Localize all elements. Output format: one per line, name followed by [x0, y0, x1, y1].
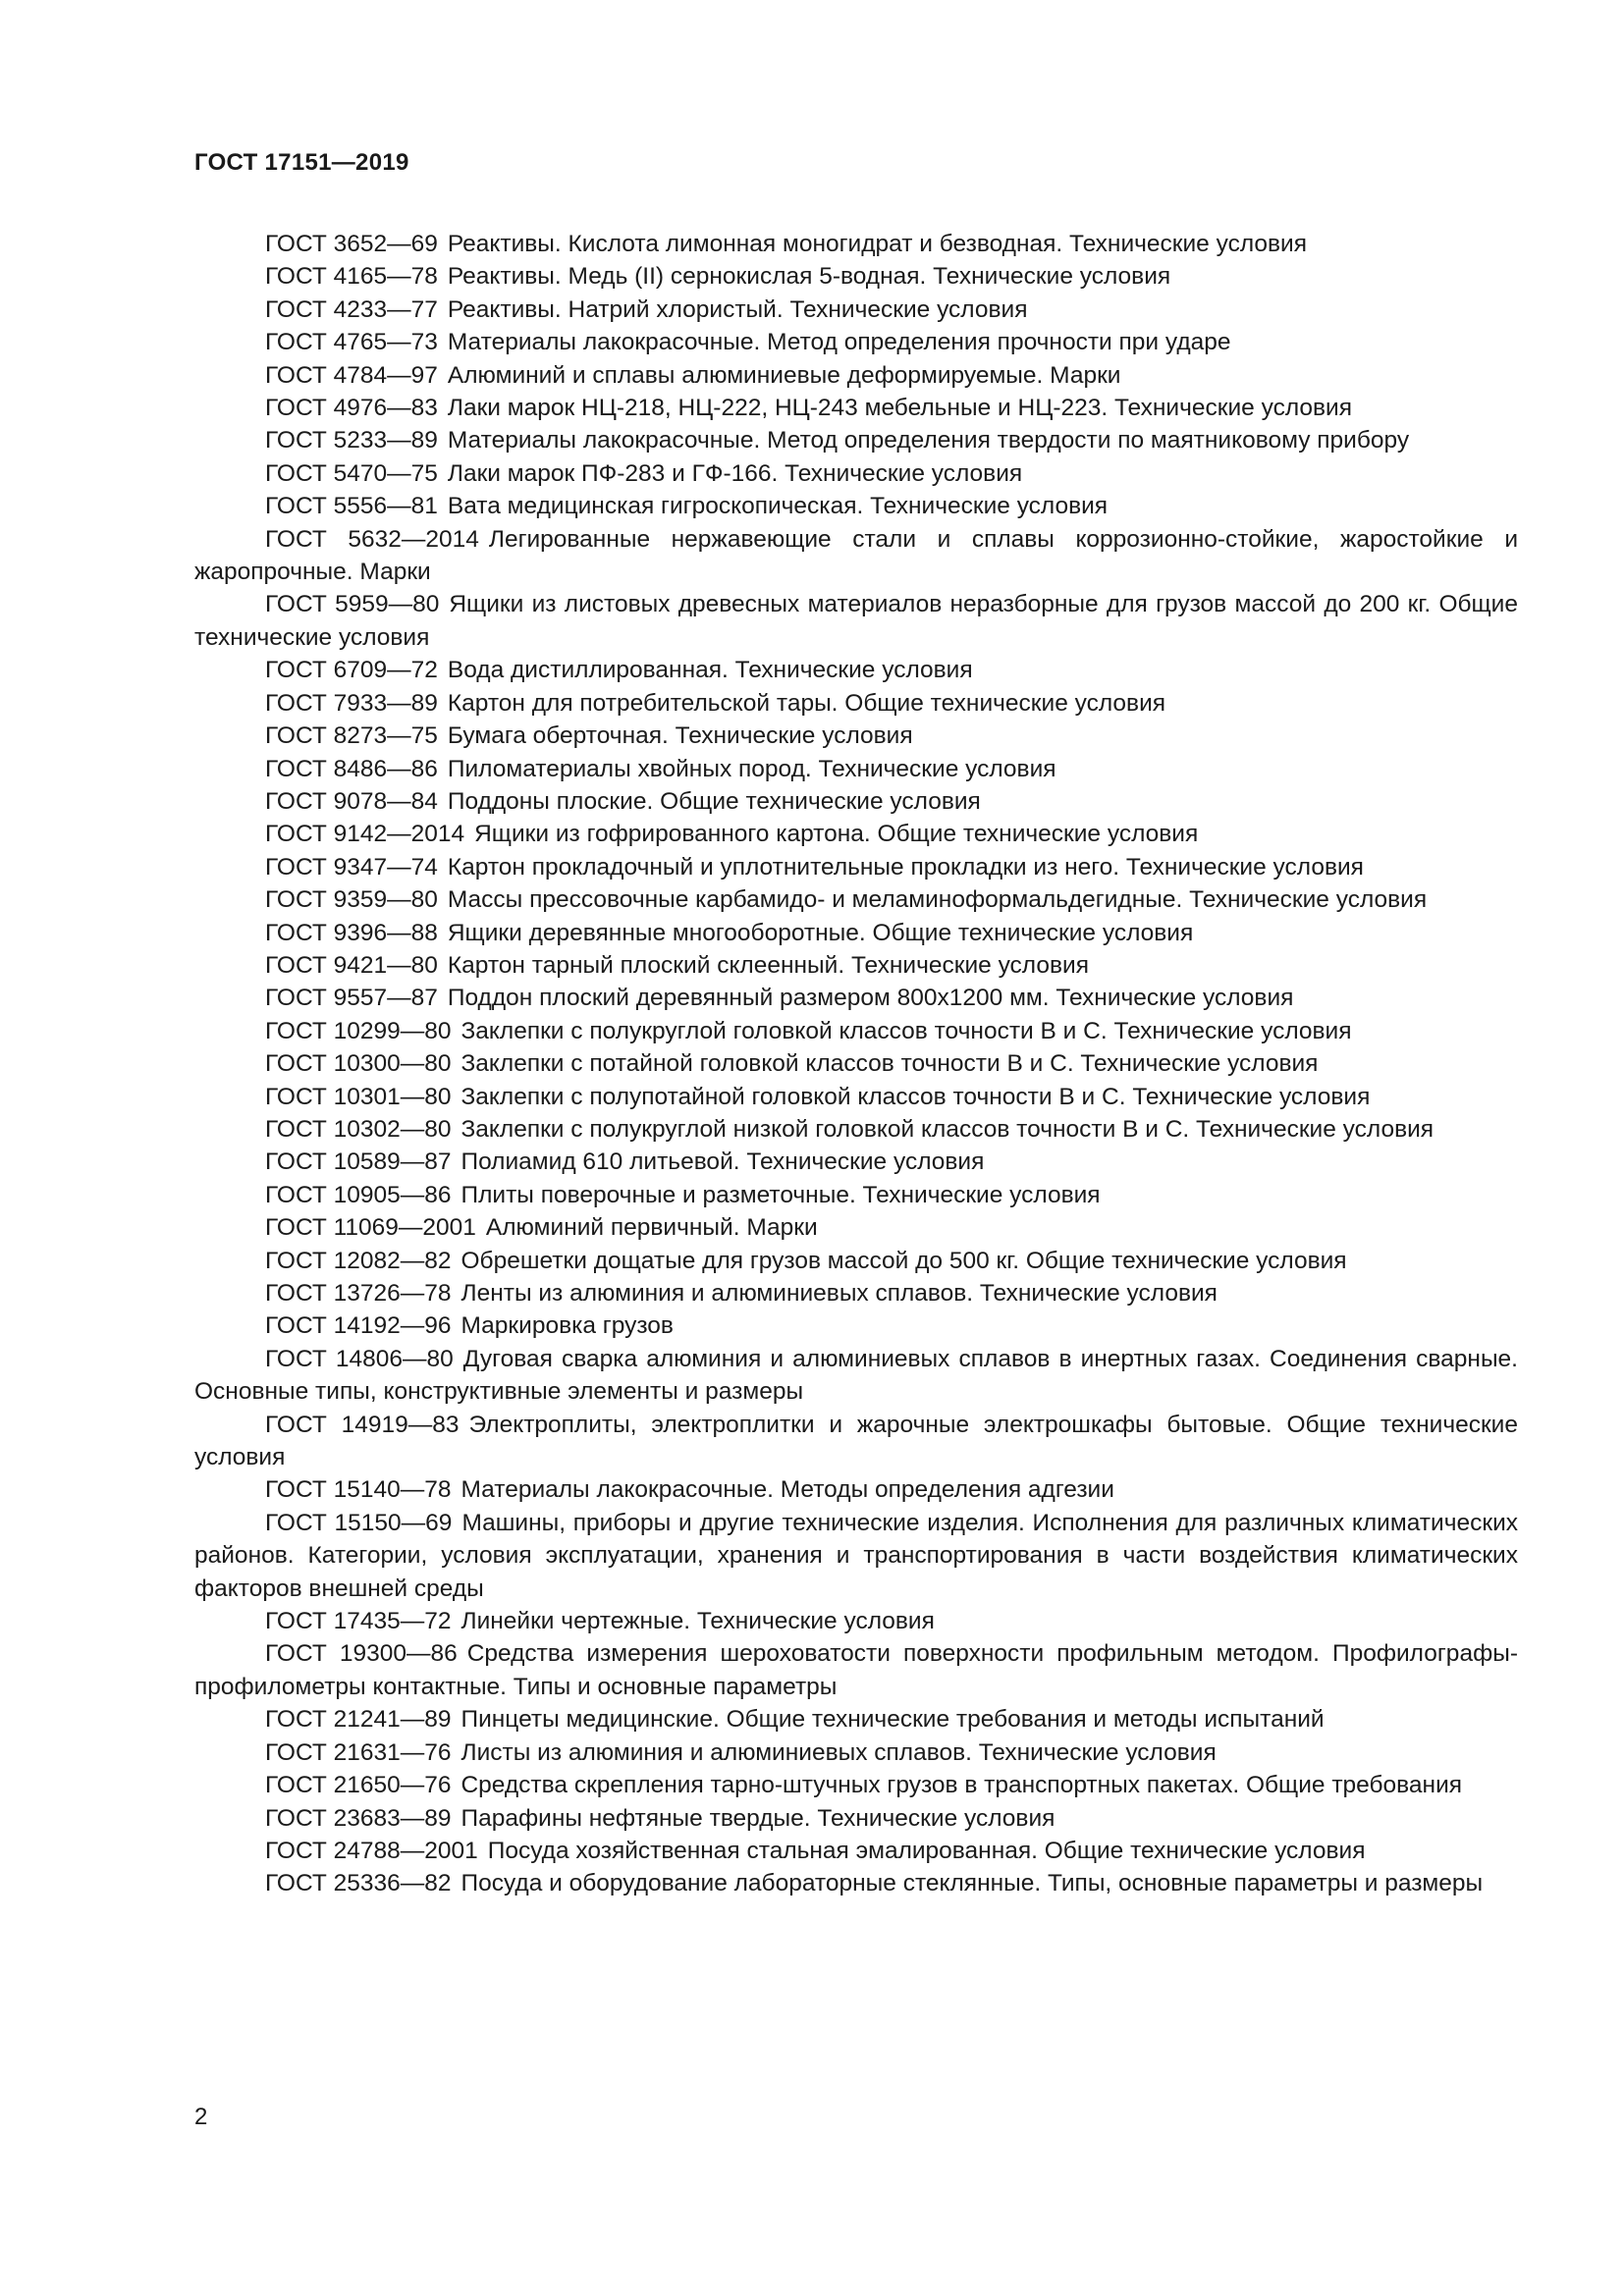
reference-item — [194, 753, 1518, 785]
reference-title: Ящики из гофрированного картона. Общие технические условия — [474, 821, 1199, 848]
reference-code: ГОСТ 14919—83 — [265, 1411, 460, 1438]
reference-code: ГОСТ 3652—69 — [265, 231, 438, 257]
reference-item — [194, 949, 1518, 982]
reference-code: ГОСТ 19300—86 — [265, 1640, 458, 1668]
reference-title: Посуда и оборудование лабораторные стеклянные. Типы, основные параметры и размеры — [460, 1870, 1484, 1897]
reference-title: Листы из алюминия и алюминиевых сплавов. Технические условия — [460, 1738, 1217, 1766]
reference-item — [194, 1637, 1518, 1703]
reference-item — [194, 1736, 1518, 1769]
reference-title: Поддоны плоские. Общие технические условия — [447, 787, 981, 815]
reference-code: ГОСТ 21241—89 — [265, 1706, 452, 1734]
reference-code: ГОСТ 4165—78 — [265, 263, 438, 291]
reference-code: ГОСТ 12082—82 — [265, 1247, 452, 1274]
reference-title: Ленты из алюминия и алюминиевых сплавов. Технические условия — [460, 1280, 1218, 1307]
reference-code: ГОСТ 4233—77 — [265, 295, 438, 323]
reference-code: ГОСТ 4784—97 — [265, 361, 438, 389]
page-number: 2 — [194, 2104, 208, 2130]
reference-title: Вата медицинская гигроскопическая. Технические условия — [447, 493, 1109, 520]
reference-item — [194, 392, 1518, 424]
reference-code: ГОСТ 9557—87 — [265, 985, 438, 1012]
reference-code: ГОСТ 4765—73 — [265, 329, 438, 356]
reference-code: ГОСТ 7933—89 — [265, 689, 438, 717]
reference-title: Полиамид 610 литьевой. Технические условия — [460, 1148, 985, 1176]
reference-item — [194, 720, 1518, 752]
reference-title: Ящики из листовых древесных материалов неразборные для грузов массой до 200 кг. Общие технические условия — [194, 591, 1518, 651]
reference-code: ГОСТ 23683—89 — [265, 1804, 452, 1832]
reference-code: ГОСТ 21650—76 — [265, 1772, 452, 1799]
reference-title: Пинцеты медицинские. Общие технические требования и методы испытаний — [460, 1706, 1325, 1734]
reference-item — [194, 687, 1518, 720]
reference-title: Лаки марок ПФ-283 и ГФ-166. Технические условия — [447, 459, 1023, 487]
reference-code: ГОСТ 24788—2001 — [265, 1837, 478, 1864]
reference-item — [194, 1015, 1518, 1047]
reference-title: Бумага оберточная. Технические условия — [447, 722, 913, 750]
reference-code: ГОСТ 17435—72 — [265, 1608, 452, 1635]
reference-item — [194, 1343, 1518, 1409]
reference-item — [194, 523, 1518, 589]
reference-item — [194, 654, 1518, 686]
reference-title: Пиломатериалы хвойных пород. Технические условия — [447, 755, 1056, 782]
reference-code: ГОСТ 6709—72 — [265, 657, 438, 684]
reference-title: Лаки марок НЦ-218, НЦ-222, НЦ-243 мебельные и НЦ-223. Технические условия — [447, 395, 1352, 422]
reference-item — [194, 1146, 1518, 1178]
reference-code: ГОСТ 5632—2014 — [265, 525, 479, 553]
reference-item — [194, 588, 1518, 654]
reference-title: Линейки чертежные. Технические условия — [460, 1608, 935, 1635]
reference-item — [194, 1211, 1518, 1244]
reference-title: Заклепки с полукруглой головкой классов точности В и С. Технические условия — [460, 1017, 1352, 1044]
reference-item — [194, 1245, 1518, 1277]
reference-code: ГОСТ 10300—80 — [265, 1050, 452, 1078]
reference-code: ГОСТ 8486—86 — [265, 755, 438, 782]
reference-code: ГОСТ 10589—87 — [265, 1148, 452, 1176]
reference-item — [194, 228, 1518, 260]
reference-title: Материалы лакокрасочные. Методы определения адгезии — [460, 1476, 1114, 1504]
reference-item — [194, 1409, 1518, 1474]
reference-item — [194, 1769, 1518, 1801]
reference-title: Реактивы. Кислота лимонная моногидрат и безводная. Технические условия — [447, 231, 1307, 257]
reference-item — [194, 851, 1518, 883]
reference-code: ГОСТ 9396—88 — [265, 919, 438, 946]
reference-item — [194, 1113, 1518, 1146]
reference-code: ГОСТ 14806—80 — [265, 1345, 454, 1372]
reference-code: ГОСТ 11069—2001 — [265, 1214, 476, 1242]
reference-title: Машины, приборы и другие технические изделия. Исполнения для различных климатических районов. Категории, условия эксплуатации, хранения и транспортирования в части воздействия климатических факторов внешней среды — [194, 1509, 1518, 1602]
reference-code: ГОСТ 15150—69 — [265, 1509, 453, 1536]
reference-code: ГОСТ 5470—75 — [265, 459, 438, 487]
reference-code: ГОСТ 9142—2014 — [265, 821, 465, 848]
reference-title: Легированные нержавеющие стали и сплавы коррозионно-стойкие, жаростойкие и жаропрочные. Марки — [194, 525, 1518, 586]
reference-code: ГОСТ 10299—80 — [265, 1017, 452, 1044]
reference-item — [194, 818, 1518, 850]
reference-title: Парафины нефтяные твердые. Технические условия — [460, 1804, 1056, 1832]
reference-item — [194, 982, 1518, 1014]
reference-code: ГОСТ 14192—96 — [265, 1312, 452, 1340]
reference-item — [194, 917, 1518, 949]
reference-title: Материалы лакокрасочные. Метод определения твердости по маятниковому прибору — [447, 427, 1410, 454]
reference-code: ГОСТ 15140—78 — [265, 1476, 452, 1504]
reference-code: ГОСТ 9359—80 — [265, 886, 438, 914]
reference-title: Алюминий первичный. Марки — [485, 1214, 818, 1242]
reference-title: Ящики деревянные многооборотные. Общие технические условия — [447, 919, 1194, 946]
reference-item — [194, 1309, 1518, 1342]
reference-code: ГОСТ 8273—75 — [265, 722, 438, 750]
reference-code: ГОСТ 13726—78 — [265, 1280, 452, 1307]
reference-code: ГОСТ 5233—89 — [265, 427, 438, 454]
reference-title: Дуговая сварка алюминия и алюминиевых сплавов в инертных газах. Соединения сварные. Основные типы, конструктивные элементы и размеры — [194, 1345, 1518, 1406]
reference-title: Материалы лакокрасочные. Метод определения прочности при ударе — [447, 329, 1231, 356]
reference-item — [194, 1802, 1518, 1835]
reference-item — [194, 1703, 1518, 1735]
reference-title: Заклепки с полукруглой низкой головкой классов точности В и С. Технические условия — [460, 1115, 1435, 1143]
reference-item — [194, 1507, 1518, 1605]
reference-item — [194, 359, 1518, 392]
reference-code: ГОСТ 21631—76 — [265, 1738, 452, 1766]
reference-code: ГОСТ 10302—80 — [265, 1115, 452, 1143]
reference-code: ГОСТ 4976—83 — [265, 395, 438, 422]
reference-title: Средства измерения шероховатости поверхности профильным методом. Профилографы-профилометры контактные. Типы и основные параметры — [194, 1640, 1518, 1700]
reference-code: ГОСТ 5556—81 — [265, 493, 438, 520]
reference-title: Поддон плоский деревянный размером 800x1200 мм. Технические условия — [447, 985, 1294, 1012]
reference-item — [194, 294, 1518, 326]
document-header: ГОСТ 17151—2019 — [194, 149, 409, 176]
reference-code: ГОСТ 10301—80 — [265, 1083, 452, 1110]
reference-title: Заклепки с потайной головкой классов точности В и С. Технические условия — [460, 1050, 1319, 1078]
reference-item — [194, 1179, 1518, 1211]
reference-title: Вода дистиллированная. Технические условия — [447, 657, 973, 684]
reference-code: ГОСТ 9421—80 — [265, 951, 438, 979]
reference-title: Маркировка грузов — [460, 1312, 674, 1340]
reference-code: ГОСТ 5959—80 — [265, 591, 440, 618]
reference-title: Обрешетки дощатые для грузов массой до 500 кг. Общие технические условия — [460, 1247, 1347, 1274]
reference-title: Картон прокладочный и уплотнительные прокладки из него. Технические условия — [447, 853, 1364, 881]
reference-title: Картон тарный плоский склеенный. Технические условия — [447, 951, 1089, 979]
reference-item — [194, 1047, 1518, 1080]
reference-item — [194, 883, 1518, 916]
reference-item — [194, 785, 1518, 818]
reference-title: Заклепки с полупотайной головкой классов точности В и С. Технические условия — [460, 1083, 1371, 1110]
reference-item — [194, 1081, 1518, 1113]
reference-code: ГОСТ 25336—82 — [265, 1870, 452, 1897]
reference-item — [194, 1277, 1518, 1309]
reference-item — [194, 1835, 1518, 1867]
reference-title: Реактивы. Натрий хлористый. Технические условия — [447, 295, 1028, 323]
reference-title: Массы прессовочные карбамидо- и меламиноформальдегидные. Технические условия — [447, 886, 1428, 914]
reference-title: Плиты поверочные и разметочные. Технические условия — [460, 1181, 1101, 1208]
reference-item — [194, 1473, 1518, 1506]
normative-references-list — [194, 228, 1518, 1900]
reference-title: Электроплиты, электроплитки и жарочные электрошкафы бытовые. Общие технические условия — [194, 1411, 1518, 1471]
reference-code: ГОСТ 9078—84 — [265, 787, 438, 815]
reference-item — [194, 260, 1518, 293]
reference-title: Средства скрепления тарно-штучных грузов в транспортных пакетах. Общие требования — [460, 1772, 1463, 1799]
reference-item — [194, 1605, 1518, 1637]
reference-code: ГОСТ 10905—86 — [265, 1181, 452, 1208]
reference-item — [194, 424, 1518, 456]
reference-title: Картон для потребительской тары. Общие технические условия — [447, 689, 1166, 717]
reference-title: Реактивы. Медь (II) сернокислая 5-водная. Технические условия — [447, 263, 1171, 291]
reference-title: Посуда хозяйственная стальная эмалированная. Общие технические условия — [487, 1837, 1366, 1864]
reference-item — [194, 1867, 1518, 1899]
reference-item — [194, 457, 1518, 490]
reference-code: ГОСТ 9347—74 — [265, 853, 438, 881]
reference-item — [194, 490, 1518, 522]
reference-item — [194, 326, 1518, 358]
reference-title: Алюминий и сплавы алюминиевые деформируемые. Марки — [447, 361, 1121, 389]
